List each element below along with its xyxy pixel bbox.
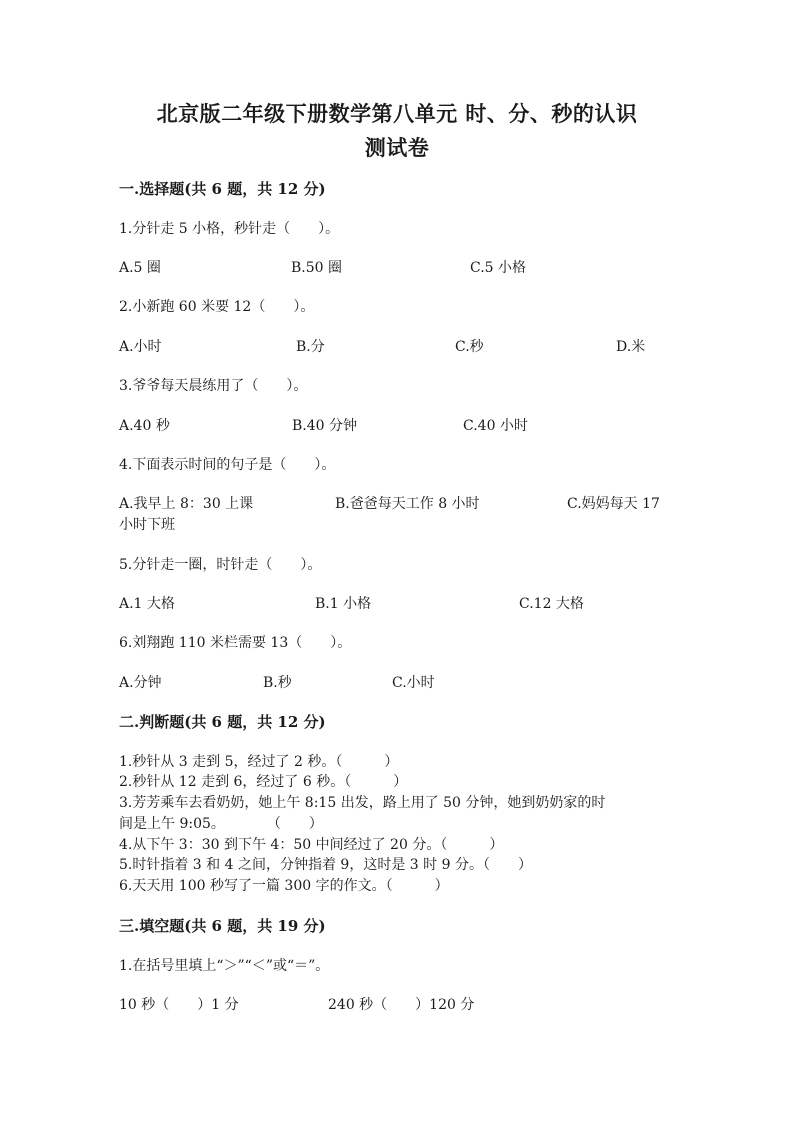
judge-line: 4.从下午 3：30 到下午 4：50 中间经过了 20 分。（ ） xyxy=(119,837,504,853)
option-a: A.1 大格 xyxy=(119,596,175,612)
option-c: C.12 大格 xyxy=(519,596,584,612)
option-b: B.秒 xyxy=(263,675,292,691)
section-heading-judge: 二.判断题(共 6 题，共 12 分) xyxy=(119,713,326,731)
option-b: B.爸爸每天工作 8 小时 xyxy=(335,496,480,512)
question-text: 4.下面表示时间的句子是（ ）。 xyxy=(119,457,336,473)
judge-line: 5.时针指着 3 和 4 之间，分钟指着 9，这时是 3 时 9 分。（ ） xyxy=(119,857,532,873)
option-c: C.40 小时 xyxy=(463,418,528,434)
option-a: A.5 圈 xyxy=(119,260,161,276)
judge-line: 3.芳芳乘车去看奶奶，她上午 8:15 出发，路上用了 50 分钟，她到奶奶家的时 xyxy=(119,795,606,811)
exam-title-line1: 北京版二年级下册数学第八单元 时、分、秒的认识 xyxy=(156,101,638,126)
judge-line: 2.秒针从 12 走到 6，经过了 6 秒。（ ） xyxy=(119,774,408,790)
option-a: A.我早上 8：30 上课 xyxy=(119,496,254,512)
question-text: 1.分针走 5 小格，秒针走（ ）。 xyxy=(119,221,340,237)
option-c-continued: 小时下班 xyxy=(119,517,175,533)
fill-item: 240 秒（ ）120 分 xyxy=(328,997,475,1013)
question-text: 6.刘翔跑 110 米栏需要 13（ ）。 xyxy=(119,635,352,651)
option-c: C.妈妈每天 17 xyxy=(567,496,660,512)
option-a: A.小时 xyxy=(119,339,162,355)
exam-title-line2: 测试卷 xyxy=(364,135,430,160)
judge-line: 1.秒针从 3 走到 5，经过了 2 秒。（ ） xyxy=(119,754,399,770)
option-b: B.40 分钟 xyxy=(292,418,358,434)
option-c: C.小时 xyxy=(392,675,435,691)
section-heading-fill: 三.填空题(共 6 题，共 19 分) xyxy=(119,917,326,935)
option-b: B.分 xyxy=(296,339,325,355)
option-c: C.5 小格 xyxy=(470,260,527,276)
question-text: 3.爷爷每天晨练用了（ ）。 xyxy=(119,378,308,394)
option-b: B.1 小格 xyxy=(315,596,372,612)
option-a: A.分钟 xyxy=(119,675,162,691)
section-heading-choice: 一.选择题(共 6 题，共 12 分) xyxy=(119,180,326,198)
judge-line: 间是上午 9:05。 （ ） xyxy=(119,816,323,832)
question-text: 2.小新跑 60 米要 12（ ）。 xyxy=(119,299,315,315)
option-c: C.秒 xyxy=(455,339,484,355)
fill-item: 10 秒（ ）1 分 xyxy=(119,997,239,1013)
option-a: A.40 秒 xyxy=(119,418,170,434)
option-d: D.米 xyxy=(616,339,646,355)
judge-line: 6.天天用 100 秒写了一篇 300 字的作文。（ ） xyxy=(119,878,449,894)
question-text: 5.分针走一圈，时针走（ ）。 xyxy=(119,557,322,573)
question-text: 1.在括号里填上“＞”“＜”或“＝”。 xyxy=(119,958,330,974)
option-b: B.50 圈 xyxy=(291,260,343,276)
